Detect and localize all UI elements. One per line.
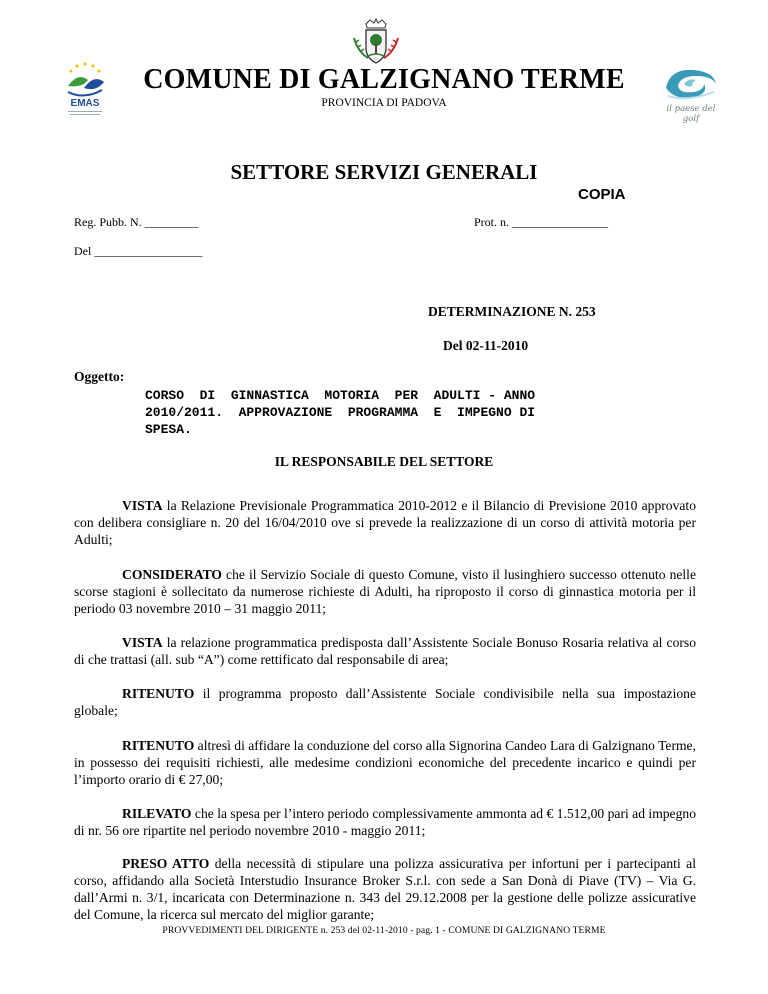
coat-of-arms-icon	[346, 18, 406, 68]
paragraph-text: la Relazione Previsionale Programmatica 2010-2012 e il Bilancio di Previsione 2010 approvato con delibera consigliare n. 20 del 16/04/2010 ove si prevede la realizzazione di un corso di attività motoria per Adulti;	[74, 498, 696, 547]
paragraph-lead: RITENUTO	[122, 686, 195, 701]
paragraph	[74, 855, 696, 923]
subject-line-1: CORSO DI GINNASTICA MOTORIA PER ADULTI - ANNO	[145, 388, 536, 403]
paragraph	[74, 566, 696, 617]
golf-label: il paese del golf	[666, 104, 716, 124]
paragraph-lead: RITENUTO	[122, 738, 195, 753]
responsible-heading: IL RESPONSABILE DEL SETTORE	[274, 454, 494, 469]
subject-line-2: 2010/2011. APPROVAZIONE PROGRAMMA E IMPEGNO DI	[145, 405, 536, 420]
reg-pubb-field: Reg. Pubb. N. _________	[74, 215, 199, 229]
paragraph-text: la relazione programmatica predisposta dall’Assistente Sociale Bonuso Rosaria relativa al corso di che trattasi (all. sub “A”) come rettificato dal responsabile di area;	[74, 635, 696, 667]
subject-label: Oggetto:	[74, 369, 125, 384]
page-footer: PROVVEDIMENTI DEL DIRIGENTE n. 253 del 02-11-2010 - pag. 1 - COMUNE DI GALZIGNANO TERME	[162, 925, 606, 936]
paragraph-text: della necessità di stipulare una polizza assicurativa per infortuni per i partecipanti al corso, affidando alla Società Interstudio Insurance Broker S.r.l. con sede a San Donà di Piave (TV) – Via G. dall’Armi n. 3/1, incaricata con Determinazione n. 343 del 29.12.2008 per la gestione delle polizze assicurative del Comune, la ricerca sul mercato del miglior garante;	[74, 856, 696, 922]
paragraph-text: che la spesa per l’intero periodo complessivamente ammonta ad € 1.512,00 pari ad impegno di nr. 56 ore ripartite nel periodo novembre 2010 - maggio 2011;	[74, 806, 696, 838]
paragraph-lead: RILEVATO	[122, 806, 192, 821]
province-label: PROVINCIA DI PADOVA	[321, 97, 447, 109]
determination-number: DETERMINAZIONE N. 253	[428, 304, 596, 319]
paragraph-lead: VISTA	[122, 498, 163, 513]
sector-title: SETTORE SERVIZI GENERALI	[230, 160, 538, 184]
paragraph	[74, 737, 696, 788]
subject-line-3: SPESA.	[145, 422, 192, 437]
paragraph-lead: VISTA	[122, 635, 163, 650]
municipality-title: COMUNE DI GALZIGNANO TERME	[143, 64, 625, 95]
paragraph-lead: PRESO ATTO	[122, 856, 210, 871]
paragraph-text: il programma proposto dall’Assistente Sociale condivisibile nella sua impostazione globale;	[74, 686, 696, 718]
paragraph	[74, 497, 696, 548]
protocol-field: Prot. n. ________________	[474, 215, 609, 229]
paragraph-lead: CONSIDERATO	[122, 567, 222, 582]
paragraph-text: che il Servizio Sociale di questo Comune, visto il lusinghiero successo ottenuto nelle scorse stagioni è sollecitato da numerose richieste di Adulti, ha riproposto il corso di ginnastica motoria per il periodo 03 novembre 2010 – 31 maggio 2011;	[74, 567, 696, 616]
paragraph	[74, 685, 696, 719]
paragraph-text: altresì di affidare la conduzione del corso alla Signorina Candeo Lara di Galzignano Terme, in possesso dei requisiti richiesti, alle medesime condizioni economiche del precedente incarico e quindi per l’importo orario di € 27,00;	[74, 738, 696, 787]
paragraph	[74, 805, 696, 839]
emas-label: EMAS	[70, 98, 100, 109]
determination-date: Del 02-11-2010	[443, 338, 529, 353]
date-field: Del __________________	[74, 244, 203, 258]
subject-text	[145, 370, 535, 455]
paragraph	[74, 634, 696, 668]
copy-mark: COPIA	[578, 186, 626, 203]
